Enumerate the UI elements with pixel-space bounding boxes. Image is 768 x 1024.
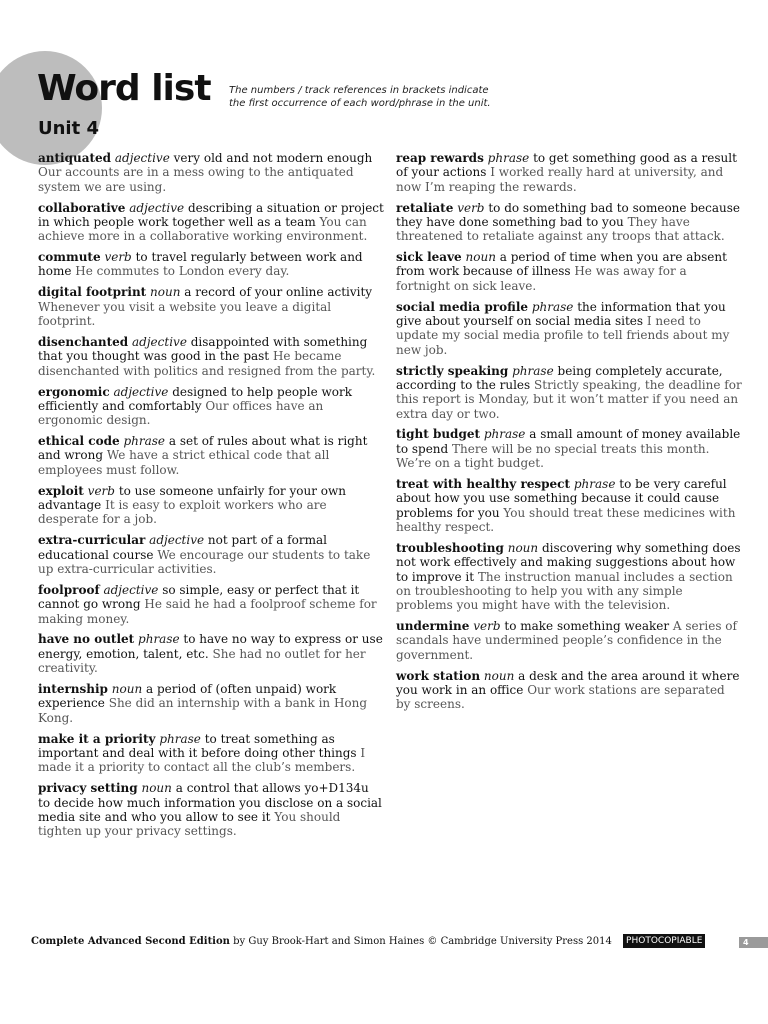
entry-term: internship	[38, 682, 108, 697]
entry-definition: to travel regularly between work and home	[38, 250, 363, 279]
entry-example: You can achieve more in a collaborative working environment.	[38, 214, 368, 244]
entry-definition: to make something weaker	[504, 619, 670, 634]
entry-term: disenchanted	[38, 335, 129, 350]
word-entry	[38, 682, 384, 725]
word-entry	[38, 434, 384, 477]
entry-example: We encourage our students to take up extra-curricular activities.	[38, 547, 371, 576]
reference-note	[229, 84, 529, 110]
word-entry	[38, 335, 384, 378]
entry-definition: discovering why something does not work effectively and making suggestions about how to improve it	[396, 540, 741, 584]
entry-part-of-speech: verb	[457, 200, 485, 215]
entry-part-of-speech: noun	[483, 668, 515, 683]
entry-example: He was away for a fortnight on sick leave.	[396, 264, 687, 293]
entry-example: The instruction manual includes a section on troubleshooting to help you with any simple problems you might have with the television.	[396, 569, 733, 613]
entry-part-of-speech: noun	[465, 250, 496, 265]
entry-definition: so simple, easy or perfect that it cannot go wrong	[38, 582, 360, 612]
footer	[31, 934, 731, 949]
word-entry	[38, 285, 384, 328]
entry-part-of-speech: phrase	[573, 477, 616, 492]
entry-part-of-speech: phrase	[531, 299, 574, 314]
entry-term: tight budget	[396, 427, 481, 442]
word-entry	[396, 477, 742, 534]
entry-definition: a small amount of money available to spend	[396, 427, 741, 456]
entry-term: social media profile	[396, 299, 529, 314]
photocopiable-badge: PHOTOCOPIABLE	[623, 934, 705, 948]
entry-part-of-speech: adjective	[114, 151, 170, 165]
page-title: Word list	[37, 68, 211, 109]
entry-definition: very old and not modern enough	[173, 151, 373, 165]
unit-label: Unit 4	[38, 118, 99, 139]
entry-definition: designed to help people work efficiently and comfortably	[38, 384, 352, 413]
entry-example: Whenever you visit a website you leave a digital footprint.	[38, 299, 332, 329]
word-entry	[38, 151, 384, 194]
word-entry	[38, 250, 384, 279]
entry-definition: to use someone unfairly for your own advantage	[38, 483, 346, 513]
entry-term: ethical code	[38, 434, 120, 449]
entry-definition: disappointed with something that you thought was good in the past	[38, 335, 368, 364]
entry-part-of-speech: verb	[104, 250, 132, 265]
entry-term: ergonomic	[38, 384, 110, 399]
entry-part-of-speech: adjective	[149, 533, 205, 548]
entry-part-of-speech: phrase	[512, 363, 554, 378]
entry-term: have no outlet	[38, 632, 135, 647]
word-entry	[38, 385, 384, 428]
entry-part-of-speech: phrase	[487, 151, 530, 165]
entry-term: retaliate	[396, 200, 454, 215]
entry-example: She had no outlet for her creativity.	[38, 646, 366, 676]
entry-term: foolproof	[38, 582, 100, 597]
entry-definition: to treat something as important and deal with it before doing other things	[38, 731, 357, 760]
entry-part-of-speech: phrase	[123, 434, 166, 449]
left-column	[38, 151, 384, 845]
entry-definition: being completely accurate, according to the rules	[396, 363, 723, 392]
entry-example: She did an internship with a bank in Hong Kong.	[38, 696, 368, 725]
entry-example: I worked really hard at university, and now I’m reaping the rewards.	[396, 165, 724, 194]
entry-part-of-speech: noun	[507, 540, 539, 555]
entry-part-of-speech: adjective	[103, 582, 159, 597]
right-column	[396, 151, 742, 718]
word-entry	[396, 541, 742, 612]
word-entry	[396, 669, 742, 712]
entry-term: privacy setting	[38, 781, 138, 796]
entry-part-of-speech: adjective	[113, 384, 169, 399]
entry-term: strictly speaking	[396, 363, 509, 378]
entry-part-of-speech: phrase	[138, 632, 180, 647]
entry-example: He said he had a foolproof scheme for making money.	[38, 597, 377, 626]
entry-example: It is easy to exploit workers who are desperate for a job.	[38, 498, 327, 527]
entry-part-of-speech: noun	[141, 781, 172, 796]
word-entry	[38, 583, 384, 626]
entry-example: I need to update my social media profile to tell friends about my new job.	[396, 314, 730, 357]
word-entry	[396, 201, 742, 244]
entry-term: make it a priority	[38, 731, 156, 746]
entry-term: treat with healthy respect	[396, 477, 571, 492]
entry-example: Our offices have an ergonomic design.	[38, 398, 324, 428]
word-entry	[38, 781, 384, 838]
entry-example: You should treat these medicines with healthy respect.	[396, 505, 736, 534]
entry-term: undermine	[396, 619, 470, 634]
entry-example: I made it a priority to contact all the club’s members.	[38, 745, 366, 775]
word-entry	[396, 250, 742, 293]
entry-example: A series of scandals have undermined people’s confidence in the government.	[396, 619, 737, 662]
entry-term: digital footprint	[38, 285, 147, 300]
entry-part-of-speech: noun	[111, 682, 143, 697]
entry-example: Strictly speaking, the deadline for this report is Monday, but it won’t matter if you need an extra day or two.	[396, 377, 742, 421]
entry-example: We have a strict ethical code that all employees must follow.	[38, 448, 330, 477]
book-title: Complete Advanced Second Edition	[31, 936, 230, 947]
word-entry	[396, 364, 742, 421]
copyright-credit: by Guy Brook-Hart and Simon Haines © Cambridge University Press 2014	[233, 936, 612, 947]
word-entry	[38, 533, 384, 576]
entry-term: antiquated	[38, 151, 112, 165]
entry-term: work station	[396, 668, 481, 683]
entry-definition: a control that allows yo+D134u to decide how much information you disclose on a social media site and who you allow to see it	[38, 781, 382, 824]
page-number: 4	[739, 937, 768, 948]
entry-term: exploit	[38, 483, 84, 498]
word-entry	[396, 619, 742, 662]
entry-term: sick leave	[396, 250, 462, 265]
entry-definition: to get something good as a result of your actions	[396, 151, 737, 180]
entry-part-of-speech: phrase	[483, 427, 526, 442]
entry-definition: to do something bad to someone because they have done something bad to you	[396, 200, 740, 229]
entry-definition: a record of your online activity	[184, 285, 373, 300]
entry-definition: a desk and the area around it where you work in an office	[396, 668, 740, 697]
entry-definition: a period of time when you are absent from work because of illness	[396, 250, 727, 279]
entry-part-of-speech: verb	[87, 483, 115, 498]
entry-part-of-speech: adjective	[132, 335, 187, 350]
word-entry	[38, 201, 384, 244]
word-entry	[38, 484, 384, 527]
entry-definition: the information that you give about yourself on social media sites	[396, 299, 726, 329]
entry-example: They have threatened to retaliate against any troops that attack.	[396, 214, 725, 244]
entry-term: reap rewards	[396, 151, 484, 165]
word-entry	[38, 632, 384, 675]
entry-definition: to have no way to express or use energy, emotion, talent, etc.	[38, 632, 383, 661]
reference-note-line: the first occurrence of each word/phrase in the unit.	[229, 98, 491, 109]
word-entry	[38, 732, 384, 775]
entry-term: extra-curricular	[38, 533, 146, 548]
entry-example: He became disenchanted with politics and resigned from the party.	[38, 349, 376, 378]
entry-term: collaborative	[38, 200, 126, 215]
entry-part-of-speech: phrase	[159, 731, 201, 746]
entry-part-of-speech: adjective	[129, 200, 185, 215]
entry-part-of-speech: noun	[150, 285, 181, 300]
entry-example: Our work stations are separated by screens.	[396, 682, 725, 712]
entry-definition: not part of a formal educational course	[38, 533, 327, 562]
word-entry	[396, 151, 742, 194]
entry-definition: a set of rules about what is right and wrong	[38, 434, 368, 463]
entry-example: There will be no special treats this month. We’re on a tight budget.	[396, 441, 710, 471]
entry-example: Our accounts are in a mess owing to the antiquated system we are using.	[38, 165, 354, 194]
entry-example: You should tighten up your privacy settings.	[38, 809, 341, 839]
entry-term: commute	[38, 250, 101, 265]
entry-definition: a period of (often unpaid) work experience	[38, 682, 337, 711]
entry-definition: to be very careful about how you use something because it could cause problems for you	[396, 477, 727, 520]
word-entry	[396, 427, 742, 470]
reference-note-line: The numbers / track references in brackets indicate	[229, 85, 489, 96]
entry-definition: describing a situation or project in which people work together well as a team	[38, 200, 384, 229]
word-entry	[396, 300, 742, 357]
entry-example: He commutes to London every day.	[75, 264, 290, 279]
entry-term: troubleshooting	[396, 540, 504, 555]
entry-part-of-speech: verb	[473, 619, 501, 634]
